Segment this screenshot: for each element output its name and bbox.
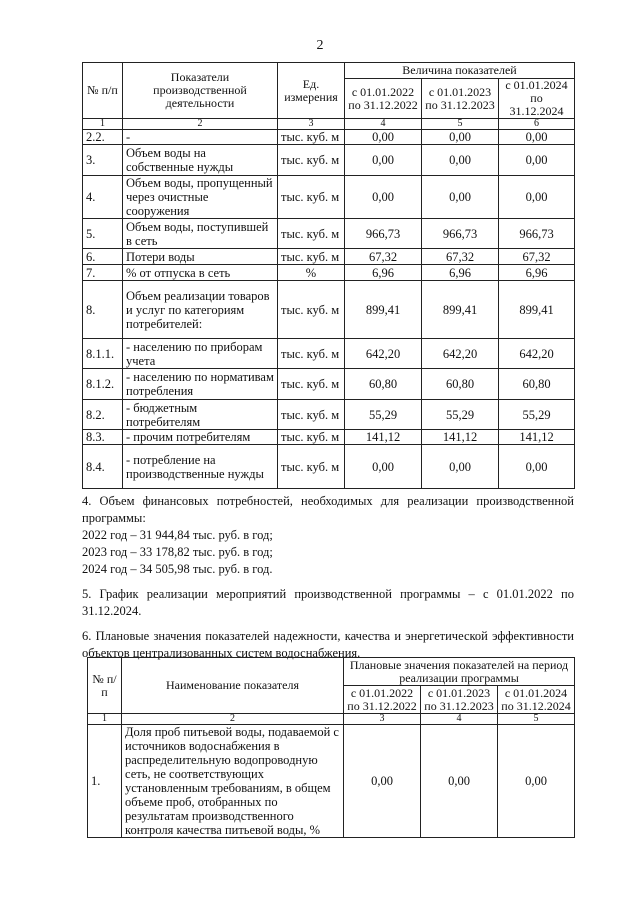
row-name: - прочим потребителям — [123, 430, 278, 445]
row-unit: тыс. куб. м — [278, 281, 345, 339]
row-number: 6. — [83, 249, 123, 265]
header-num: № п/п — [88, 658, 122, 714]
table-row — [83, 219, 575, 249]
row-name: Объем воды, поступившей в сеть — [123, 219, 278, 249]
page-number: 2 — [316, 38, 324, 53]
table-row — [88, 725, 575, 838]
table-row — [83, 265, 575, 281]
row-value-2024: 899,41 — [499, 281, 575, 339]
section-4-heading: 4. Объем финансовых потребностей, необходимых для реализации производственной программы: — [82, 494, 574, 525]
row-name: Потери воды — [123, 249, 278, 265]
row-value-2023: 0,00 — [422, 445, 499, 489]
row-number: 8. — [83, 281, 123, 339]
table-row — [83, 400, 575, 430]
section-5-text: 5. График реализации мероприятий производственной программы – с 01.01.2022 по 31.12.2024. — [82, 587, 574, 618]
col-number: 2 — [122, 714, 344, 725]
row-value-2024: 0,00 — [499, 176, 575, 219]
table-row — [83, 176, 575, 219]
row-value-2022: 6,96 — [345, 265, 422, 281]
section-4-finance — [82, 493, 574, 578]
row-value-2023: 55,29 — [422, 400, 499, 430]
col-number: 1 — [88, 714, 122, 725]
row-value-2024: 0,00 — [498, 725, 575, 838]
finance-line-2022: 2022 год – 31 944,84 тыс. руб. в год; — [82, 528, 273, 542]
row-name: - населению по нормативам потребления — [123, 369, 278, 400]
header-period-2024: с 01.01.2024 по 31.12.2024 — [498, 686, 575, 714]
row-value-2022: 0,00 — [344, 725, 421, 838]
table-row — [83, 281, 575, 339]
row-number: 2.2. — [83, 130, 123, 145]
header-period-2023: с 01.01.2023 по 31.12.2023 — [421, 686, 498, 714]
header-indicator: Показатели производственной деятельности — [123, 63, 278, 119]
row-value-2024: 0,00 — [499, 445, 575, 489]
row-value-2022: 966,73 — [345, 219, 422, 249]
row-value-2023: 899,41 — [422, 281, 499, 339]
row-value-2023: 0,00 — [422, 130, 499, 145]
row-number: 4. — [83, 176, 123, 219]
row-value-2024: 6,96 — [499, 265, 575, 281]
row-value-2024: 0,00 — [499, 145, 575, 176]
row-number: 8.4. — [83, 445, 123, 489]
row-number: 3. — [83, 145, 123, 176]
row-value-2022: 642,20 — [345, 339, 422, 369]
row-value-2022: 899,41 — [345, 281, 422, 339]
table-row — [83, 339, 575, 369]
row-name: % от отпуска в сеть — [123, 265, 278, 281]
col-number: 5 — [498, 714, 575, 725]
row-number: 7. — [83, 265, 123, 281]
section-5-schedule — [82, 586, 574, 620]
row-value-2022: 60,80 — [345, 369, 422, 400]
row-number: 8.1.1. — [83, 339, 123, 369]
row-unit: тыс. куб. м — [278, 219, 345, 249]
col-number: 4 — [345, 119, 422, 130]
header-unit: Ед. измерения — [278, 63, 345, 119]
row-value-2022: 141,12 — [345, 430, 422, 445]
reliability-indicators-table — [87, 657, 575, 838]
row-value-2022: 0,00 — [345, 130, 422, 145]
row-unit: тыс. куб. м — [278, 339, 345, 369]
row-unit: тыс. куб. м — [278, 249, 345, 265]
row-name: Доля проб питьевой воды, подаваемой с источников водоснабжения в распределительную водопроводную сеть, не соответствующих установленным требованиям, в общем объеме проб, отобранных по результатам производственного контроля качества питьевой воды, % — [122, 725, 344, 838]
col-number: 4 — [421, 714, 498, 725]
row-name: - — [123, 130, 278, 145]
production-indicators-table — [82, 62, 575, 489]
table-row — [83, 369, 575, 400]
row-value-2023: 0,00 — [422, 145, 499, 176]
row-unit: тыс. куб. м — [278, 445, 345, 489]
row-unit: тыс. куб. м — [278, 400, 345, 430]
row-value-2024: 966,73 — [499, 219, 575, 249]
col-number: 1 — [83, 119, 123, 130]
header-period-2024: с 01.01.2024 по 31.12.2024 — [499, 79, 575, 119]
row-name: - бюджетным потребителям — [123, 400, 278, 430]
row-number: 8.1.2. — [83, 369, 123, 400]
header-indicator-name: Наименование показателя — [122, 658, 344, 714]
table-row — [83, 445, 575, 489]
row-name: Объем реализации товаров и услуг по категориям потребителей: — [123, 281, 278, 339]
header-period-2022: с 01.01.2022 по 31.12.2022 — [345, 79, 422, 119]
table-row — [83, 145, 575, 176]
row-value-2022: 0,00 — [345, 145, 422, 176]
row-number: 8.3. — [83, 430, 123, 445]
row-unit: тыс. куб. м — [278, 130, 345, 145]
row-value-2023: 60,80 — [422, 369, 499, 400]
row-value-2024: 55,29 — [499, 400, 575, 430]
row-name: Объем воды, пропущенный через очистные сооружения — [123, 176, 278, 219]
row-value-2022: 0,00 — [345, 176, 422, 219]
col-number: 6 — [499, 119, 575, 130]
row-value-2023: 141,12 — [422, 430, 499, 445]
header-values-group: Величина показателей — [345, 63, 575, 79]
row-value-2024: 642,20 — [499, 339, 575, 369]
finance-line-2024: 2024 год – 34 505,98 тыс. руб. в год. — [82, 562, 273, 576]
col-number: 2 — [123, 119, 278, 130]
row-value-2022: 55,29 — [345, 400, 422, 430]
row-unit: % — [278, 265, 345, 281]
col-number: 3 — [344, 714, 421, 725]
header-period-2022: с 01.01.2022 по 31.12.2022 — [344, 686, 421, 714]
row-unit: тыс. куб. м — [278, 430, 345, 445]
section-6-text: 6. Плановые значения показателей надежности, качества и энергетической эффективности объектов централизованных систем водоснабжения. — [82, 629, 574, 660]
table-row — [83, 249, 575, 265]
row-value-2024: 67,32 — [499, 249, 575, 265]
row-unit: тыс. куб. м — [278, 145, 345, 176]
table-row — [83, 430, 575, 445]
row-value-2022: 67,32 — [345, 249, 422, 265]
col-number: 3 — [278, 119, 345, 130]
row-unit: тыс. куб. м — [278, 176, 345, 219]
finance-line-2023: 2023 год – 33 178,82 тыс. руб. в год; — [82, 545, 273, 559]
row-number: 1. — [88, 725, 122, 838]
row-value-2024: 0,00 — [499, 130, 575, 145]
row-value-2023: 966,73 — [422, 219, 499, 249]
row-name: - потребление на производственные нужды — [123, 445, 278, 489]
row-value-2024: 60,80 — [499, 369, 575, 400]
row-value-2024: 141,12 — [499, 430, 575, 445]
row-value-2023: 642,20 — [422, 339, 499, 369]
row-value-2023: 6,96 — [422, 265, 499, 281]
header-num: № п/п — [83, 63, 123, 119]
row-unit: тыс. куб. м — [278, 369, 345, 400]
row-value-2023: 0,00 — [422, 176, 499, 219]
row-name: - населению по приборам учета — [123, 339, 278, 369]
row-value-2023: 67,32 — [422, 249, 499, 265]
row-number: 8.2. — [83, 400, 123, 430]
col-number: 5 — [422, 119, 499, 130]
header-planned-values-group: Плановые значения показателей на период реализации программы — [344, 658, 575, 686]
row-value-2022: 0,00 — [345, 445, 422, 489]
row-name: Объем воды на собственные нужды — [123, 145, 278, 176]
row-value-2023: 0,00 — [421, 725, 498, 838]
table-row — [83, 130, 575, 145]
header-period-2023: с 01.01.2023 по 31.12.2023 — [422, 79, 499, 119]
row-number: 5. — [83, 219, 123, 249]
